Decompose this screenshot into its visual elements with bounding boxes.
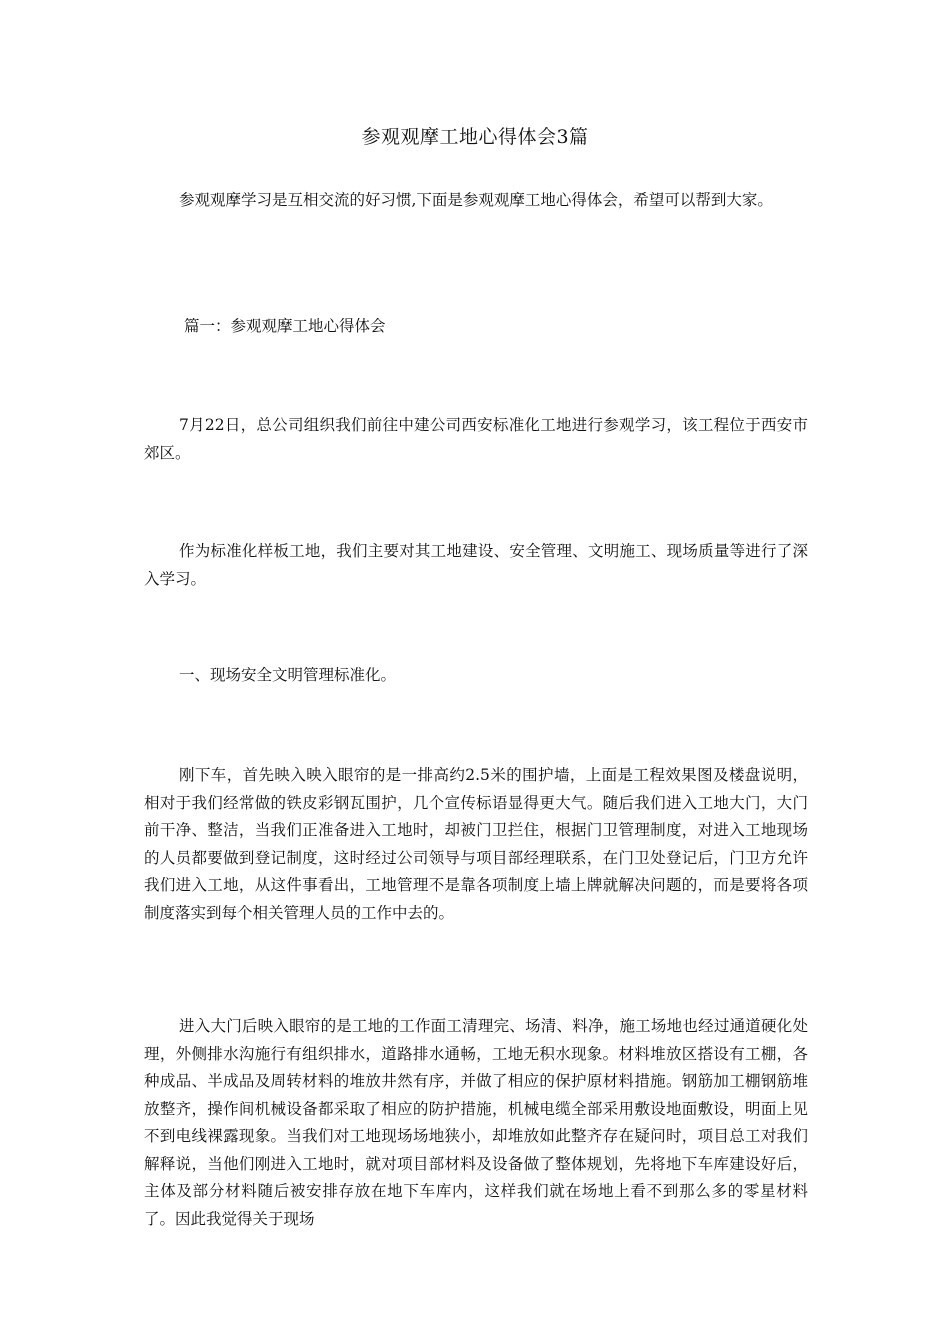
intro-paragraph: 参观观摩学习是互相交流的好习惯,下面是参观观摩工地心得体会，希望可以帮到大家。 xyxy=(179,191,773,209)
paragraph-arrival: 刚下车，首先映入映入眼帘的是一排高约2.5米的围护墙，上面是工程效果图及楼盘说明，相对于我们经常做的铁皮彩钢瓦围护，几个宣传标语显得更大气。随后我们进入工地大门，大门前干净、整洁，当我们正准备进入工地时，却被门卫拦住，根据门卫管理制度，对进入工地现场的人员都要做到登记制度，这时经过公司领导与项目部经理联系，在门卫处登记后，门卫方允许我们进入工地，从这件事看出，工地管理不是靠各项制度上墙上牌就解决问题的，而是要将各项制度落实到每个相关管理人员的工作中去的。 xyxy=(144,766,808,922)
document-title: 参观观摩工地心得体会3篇 xyxy=(361,126,589,148)
section-heading: 篇一：参观观摩工地心得体会 xyxy=(184,317,386,335)
paragraph-standard-site: 作为标准化样板工地，我们主要对其工地建设、安全管理、文明施工、现场质量等进行了深入学习。 xyxy=(144,542,808,588)
paragraph-site-tour: 进入大门后映入眼帘的是工地的工作面工清理完、场清、料净，施工场地也经过通道硬化处理，外侧排水沟施行有组织排水，道路排水通畅，工地无积水现象。材料堆放区搭设有工棚，各种成品、半成品及周转材料的堆放井然有序，并做了相应的保护原材料措施。钢筋加工棚钢筋堆放整齐，操作间机械设备都采取了相应的防护措施，机械电缆全部采用敷设地面敷设，明面上见不到电线裸露现象。当我们对工地现场场地狭小，却堆放如此整齐存在疑问时，项目总工对我们解释说，当他们刚进入工地时，就对项目部材料及设备做了整体规划，先将地下车库建设好后，主体及部分材料随后被安排存放在地下车库内，这样我们就在场地上看不到那么多的零星材料了。因此我觉得关于现场 xyxy=(144,1017,808,1228)
subheading-safety: 一、现场安全文明管理标准化。 xyxy=(179,666,397,684)
paragraph-date-visit: 7月22日，总公司组织我们前往中建公司西安标准化工地进行参观学习，该工程位于西安市郊区。 xyxy=(144,416,808,462)
